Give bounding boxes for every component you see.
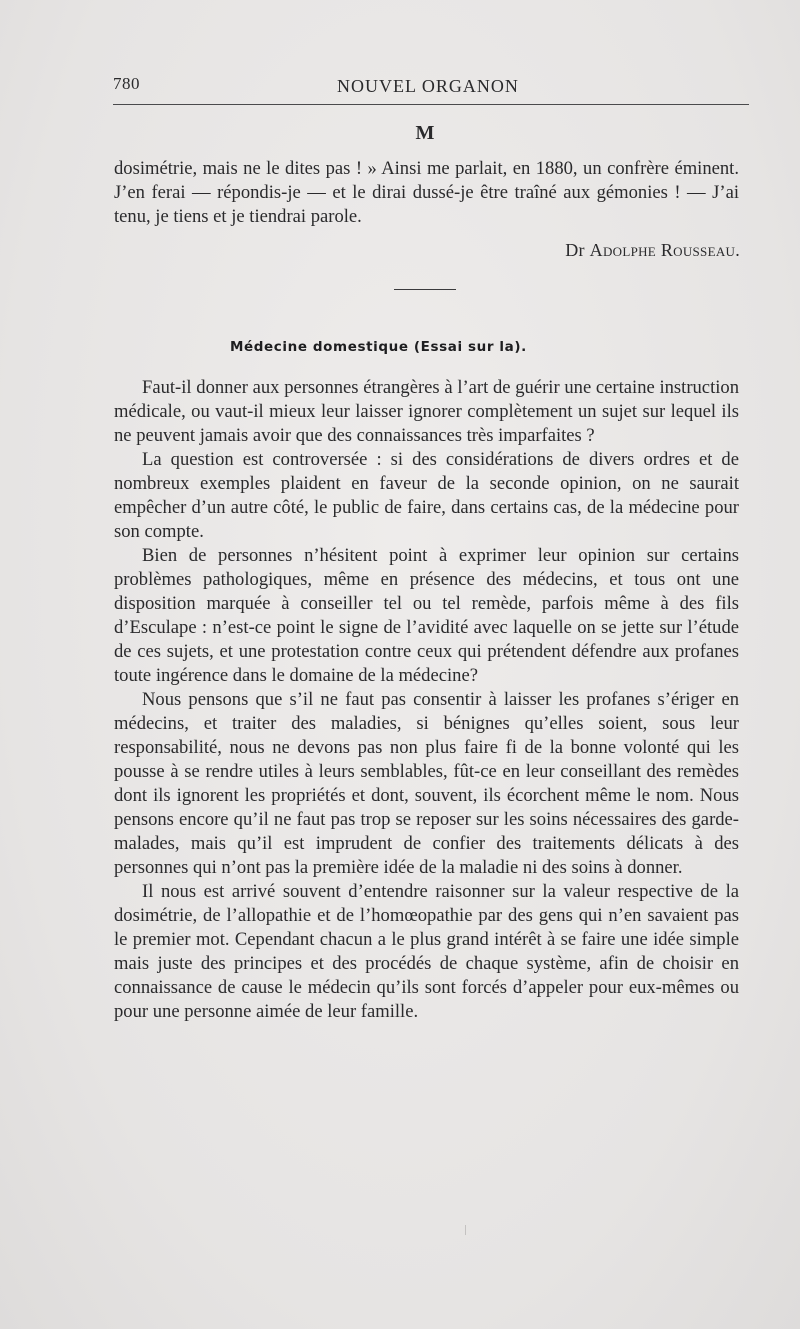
article-body bbox=[114, 376, 739, 1024]
author-signature bbox=[510, 240, 740, 261]
article-paragraph-5: Il nous est arrivé souvent d’entendre raisonner sur la valeur respective de la dosimétrie, de l’allopathie et de l’homœopathie par des gens qui n’en savaient pas le premier mot. Cependant chacun a le plus grand intérêt à se faire une idée simple mais juste des principes et des procédés de chaque système, afin de choisir en connaissance de cause le médecin qu’ils sont forcés d’appeler pour eux-mêmes ou pour une personne aimée de leur famille. bbox=[114, 881, 739, 1022]
article-paragraph-4: Nous pensons que s’il ne faut pas consentir à laisser les profanes s’ériger en médecins, et traiter des maladies, si bénignes qu’elles soient, sous leur responsabilité, nous ne devons pas non plus faire fi de la bonne volonté qui les pousse à se rendre utiles à leurs semblables, fût-ce en leur conseillant des remèdes dont ils ignorent les propriétés et dont, souvent, ils écorchent même le nom. Nous pensons encore qu’il ne faut pas trop se reposer sur les soins nécessaires des garde-malades, mais qu’il est imprudent de confier des traitements délicats à des personnes qui n’ont pas la première idée de la maladie ni des soins à donner. bbox=[114, 689, 739, 878]
signature-prefix: Dr bbox=[565, 240, 585, 260]
article-title: Médecine domestique (Essai sur la). bbox=[230, 339, 527, 355]
signature-name: Adolphe Rousseau. bbox=[589, 240, 740, 260]
opening-text bbox=[114, 157, 739, 229]
page-number: 780 bbox=[113, 74, 140, 93]
article-paragraph-3: Bien de personnes n’hésitent point à exprimer leur opinion sur certains problèmes pathologiques, même en présence des médecins, et tous ont une disposition marquée à conseiller tel ou tel remède, parfois même à des fils d’Esculape : n’est-ce point le signe de l’avidité avec laquelle on se jette sur l’étude de ces sujets, et une protestation contre ceux qui prétendent défendre aux profanes toute ingérence dans le domaine de la médecine? bbox=[114, 545, 739, 686]
article-paragraph-2: La question est controversée : si des considérations de divers ordres et de nombreux exemples plaident en faveur de la seconde opinion, on ne saurait empêcher d’un autre côté, le public de faire, dans certains cas, de la médecine pour son compte. bbox=[114, 449, 739, 542]
article-paragraph-1: Faut-il donner aux personnes étrangères à l’art de guérir une certaine instruction médicale, ou vaut-il mieux leur laisser ignorer complètement un sujet sur lequel ils ne peuvent jamais avoir que des connaissances très imparfaites ? bbox=[114, 377, 739, 446]
page-blemish bbox=[465, 1225, 466, 1235]
running-title: NOUVEL ORGANON bbox=[337, 76, 519, 96]
section-letter: M bbox=[415, 122, 435, 144]
header-rule bbox=[113, 104, 749, 105]
opening-paragraph: dosimétrie, mais ne le dites pas ! » Ainsi me parlait, en 1880, un confrère éminent. J’en ferai — répondis-je — et le dirai dussé-je être traîné aux gémonies ! — J’ai tenu, je tiens et je tiendrai parole. bbox=[114, 158, 739, 227]
section-separator bbox=[394, 289, 456, 290]
page-header bbox=[113, 72, 753, 102]
